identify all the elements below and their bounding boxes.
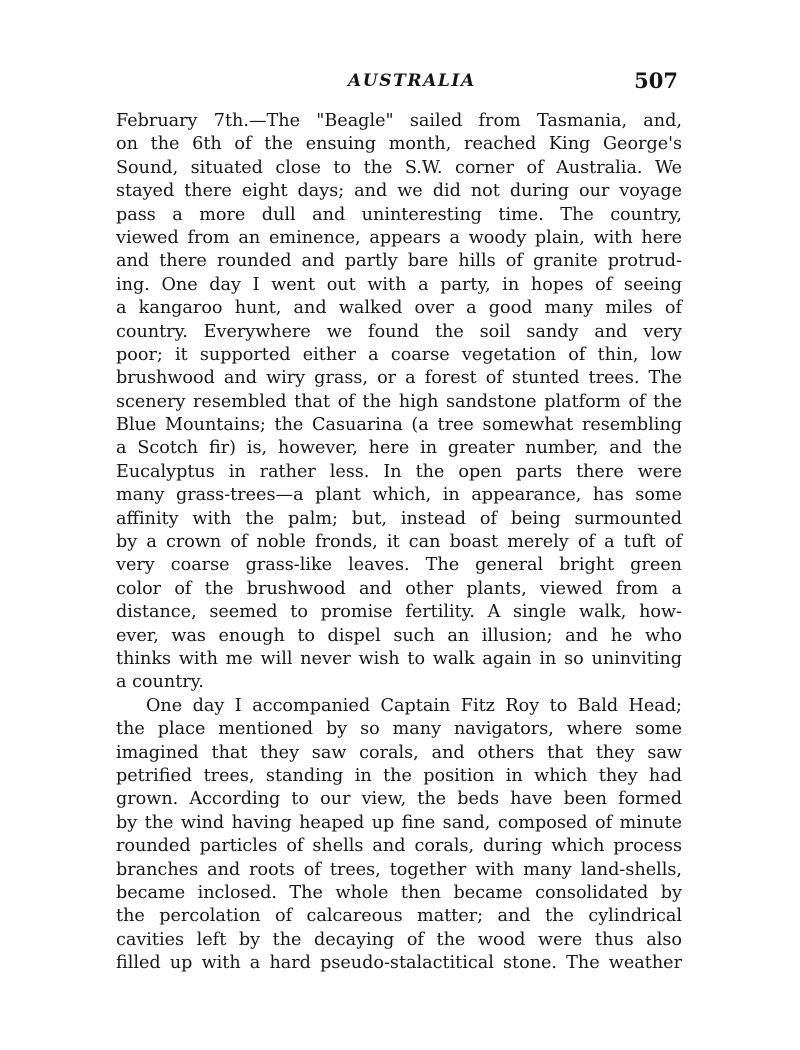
text-line: ever, was enough to dispel such an illusion; and he who: [116, 625, 682, 646]
text-line: distance, seemed to promise fertility. A single walk, how-: [116, 602, 682, 623]
text-line: viewed from an eminence, appears a woody plain, with here: [116, 227, 682, 248]
paragraph-2: [116, 695, 682, 976]
text-line: a kangaroo hunt, and walked over a good many miles of: [116, 298, 682, 319]
text-line: a country.: [116, 672, 204, 693]
text-line: branches and roots of trees, together with many land-shells,: [116, 859, 682, 880]
text-line: One day I accompanied Captain Fitz Roy to Bald Head;: [146, 695, 682, 716]
text-line: rounded particles of shells and corals, during which process: [116, 836, 682, 857]
text-line: Eucalyptus in rather less. In the open parts there were: [116, 461, 682, 482]
text-line: color of the brushwood and other plants, viewed from a: [116, 578, 682, 599]
text-line: February 7th.—The "Beagle" sailed from Tasmania, and,: [116, 111, 682, 131]
text-line: very coarse grass-like leaves. The general bright green: [116, 555, 682, 576]
text-line: many grass-trees—a plant which, in appearance, has some: [116, 485, 682, 506]
text-line: became inclosed. The whole then became consolidated by: [116, 882, 682, 903]
text-line: by a crown of noble fronds, it can boast merely of a tuft of: [116, 532, 682, 553]
text-line: Blue Mountains; the Casuarina (a tree somewhat resembling: [116, 415, 682, 436]
text-line: scenery resembled that of the high sandstone platform of the: [116, 391, 682, 412]
text-line: grown. According to our view, the beds have been formed: [116, 789, 682, 810]
text-line: on the 6th of the ensuing month, reached King George's: [116, 134, 682, 155]
text-line: thinks with me will never wish to walk again in so uninviting: [116, 648, 682, 669]
text-line: and there rounded and partly bare hills of granite protrud-: [116, 251, 682, 272]
text-line: pass a more dull and uninteresting time. The country,: [116, 204, 682, 225]
text-line: affinity with the palm; but, instead of being surmounted: [116, 508, 682, 529]
paragraph-1: [116, 110, 682, 695]
body-text: [116, 110, 682, 975]
text-line: filled up with a hard pseudo-stalactitical stone. The weather: [116, 953, 682, 974]
running-title: AUSTRALIA: [348, 71, 476, 91]
text-line: poor; it supported either a coarse vegetation of thin, low: [116, 344, 682, 365]
text-line: stayed there eight days; and we did not during our voyage: [116, 181, 682, 202]
text-line: petrified trees, standing in the position in which they had: [116, 765, 682, 786]
text-line: country. Everywhere we found the soil sandy and very: [116, 321, 682, 342]
text-line: brushwood and wiry grass, or a forest of stunted trees. The: [116, 368, 682, 389]
text-line: a Scotch fir) is, however, here in greater number, and the: [116, 438, 682, 459]
page-number: 507: [634, 68, 678, 93]
text-line: imagined that they saw corals, and others that they saw: [116, 742, 682, 763]
text-line: Sound, situated close to the S.W. corner of Australia. We: [116, 157, 682, 178]
text-line: the percolation of calcareous matter; and the cylindrical: [116, 906, 682, 927]
text-line: cavities left by the decaying of the wood were thus also: [116, 929, 682, 950]
text-line: by the wind having heaped up fine sand, composed of minute: [116, 812, 682, 833]
text-line: ing. One day I went out with a party, in hopes of seeing: [116, 274, 682, 295]
text-line: the place mentioned by so many navigators, where some: [116, 719, 682, 740]
running-head: [118, 68, 684, 98]
